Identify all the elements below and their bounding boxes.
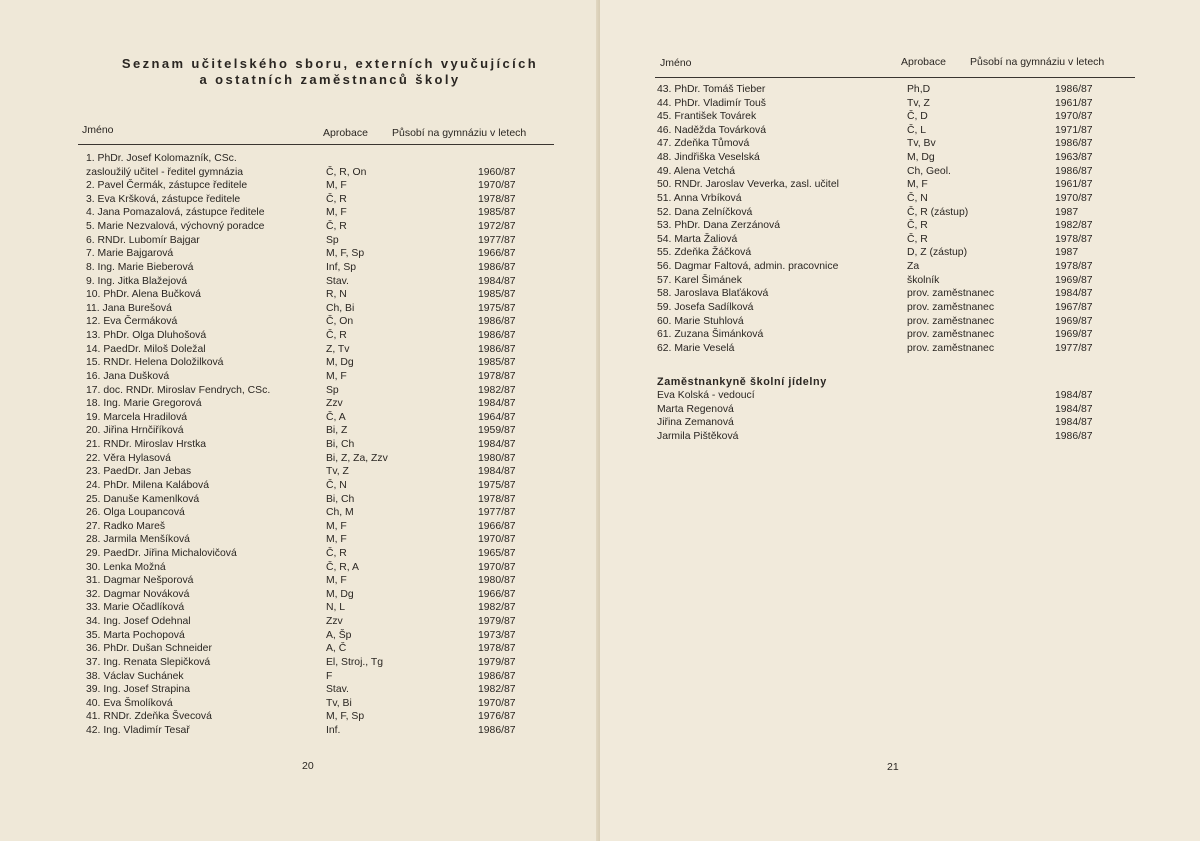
years-value: 1961/87 — [1055, 97, 1093, 109]
years-value: 1987 — [1055, 206, 1079, 218]
aprobace-value: Stav. — [326, 275, 349, 287]
staff-name: 4. Jana Pomazalová, zástupce ředitele — [86, 207, 265, 219]
table-row — [0, 370, 600, 383]
staff-name: 61. Zuzana Šimánková — [657, 329, 764, 341]
left-header-name: Jméno — [82, 124, 114, 136]
years-value: 1975/87 — [478, 302, 516, 314]
staff-name: 30. Lenka Možná — [86, 561, 166, 573]
years-value: 1975/87 — [478, 479, 516, 491]
years-value: 1965/87 — [478, 547, 516, 559]
staff-name: 2. Pavel Čermák, zástupce ředitele — [86, 180, 248, 192]
aprobace-value: Č, N — [907, 192, 928, 204]
years-value: 1979/87 — [478, 616, 516, 628]
years-value: 1984/87 — [478, 466, 516, 478]
table-row — [0, 710, 600, 723]
aprobace-value: Ch, Geol. — [907, 165, 951, 177]
aprobace-value: M, Dg — [326, 588, 354, 600]
years-value: 1973/87 — [478, 629, 516, 641]
years-value: 1980/87 — [478, 575, 516, 587]
table-row — [0, 206, 600, 219]
years-value: 1982/87 — [478, 602, 516, 614]
aprobace-value: Č, R — [326, 193, 347, 205]
years-value: 1963/87 — [1055, 152, 1093, 164]
staff-name: 18. Ing. Marie Gregorová — [86, 398, 202, 410]
aprobace-value: Č, R — [326, 221, 347, 233]
table-row — [600, 403, 1200, 416]
staff-name: 10. PhDr. Alena Bučková — [86, 289, 201, 301]
aprobace-value: El, Stroj., Tg — [326, 656, 383, 668]
aprobace-value: Zzv — [326, 398, 343, 410]
right-header-aprobace: Aprobace — [901, 56, 946, 68]
table-row — [0, 697, 600, 710]
staff-name: 5. Marie Nezvalová, výchovný poradce — [86, 221, 265, 233]
aprobace-value: Ch, M — [326, 507, 354, 519]
table-row — [0, 343, 600, 356]
years-value: 1970/87 — [1055, 111, 1093, 123]
years-value: 1972/87 — [478, 221, 516, 233]
years-value: 1984/87 — [478, 398, 516, 410]
table-row — [0, 506, 600, 519]
years-value: 1985/87 — [478, 207, 516, 219]
years-value: 1985/87 — [478, 289, 516, 301]
table-row — [0, 670, 600, 683]
aprobace-value: Bi, Z, Za, Zzv — [326, 452, 388, 464]
staff-name: 59. Josefa Sadílková — [657, 301, 754, 313]
staff-name: 45. František Továrek — [657, 111, 757, 123]
table-row — [0, 411, 600, 424]
years-value: 1977/87 — [478, 507, 516, 519]
staff-name: 53. PhDr. Dana Zerzánová — [657, 220, 781, 232]
years-value: 1970/87 — [478, 180, 516, 192]
years-value: 1982/87 — [478, 684, 516, 696]
years-value: 1970/87 — [478, 561, 516, 573]
table-row — [600, 274, 1200, 287]
staff-name: 1. PhDr. Josef Kolomazník, CSc. — [86, 153, 237, 164]
staff-name: 37. Ing. Renata Slepičková — [86, 656, 211, 668]
table-row — [0, 275, 600, 288]
years-value: 1986/87 — [478, 316, 516, 328]
staff-name: 20. Jiřina Hrnčiříková — [86, 425, 184, 437]
table-row — [600, 192, 1200, 205]
table-row — [600, 206, 1200, 219]
table-row — [600, 301, 1200, 314]
aprobace-value: M, Dg — [907, 152, 935, 164]
years-value: 1978/87 — [478, 370, 516, 382]
aprobace-value: Tv, Bv — [907, 138, 936, 150]
aprobace-value: Inf. — [326, 725, 341, 737]
staff-name: 31. Dagmar Nešporová — [86, 575, 194, 587]
staff-name: 39. Ing. Josef Strapina — [86, 684, 190, 696]
table-row — [600, 233, 1200, 246]
staff-name: 28. Jarmila Menšíková — [86, 534, 190, 546]
table-row — [0, 356, 600, 369]
aprobace-value: Ch, Bi — [326, 302, 355, 314]
aprobace-value: Ph,D — [907, 84, 931, 95]
years-value: 1970/87 — [478, 534, 516, 546]
table-row — [0, 465, 600, 478]
aprobace-value: prov. zaměstnanec — [907, 315, 995, 327]
table-row — [600, 83, 1200, 96]
table-row — [0, 561, 600, 574]
aprobace-value: M, F, Sp — [326, 711, 365, 723]
staff-name: 8. Ing. Marie Bieberová — [86, 261, 194, 273]
years-value: 1970/87 — [478, 697, 516, 709]
years-value: 1966/87 — [478, 248, 516, 260]
table-row — [0, 397, 600, 410]
table-row — [0, 547, 600, 560]
years-value: 1969/87 — [1055, 329, 1093, 341]
staff-name: 56. Dagmar Faltová, admin. pracovnice — [657, 261, 839, 273]
staff-name: 40. Eva Šmolíková — [86, 697, 173, 709]
aprobace-value: Č, R — [326, 330, 347, 342]
years-value: 1984/87 — [478, 439, 516, 451]
years-value: 1969/87 — [1055, 315, 1093, 327]
table-row — [0, 384, 600, 397]
staff-name: 26. Olga Loupancová — [86, 507, 185, 519]
staff-name: 6. RNDr. Lubomír Bajgar — [86, 234, 200, 246]
aprobace-value: Bi, Z — [326, 425, 348, 437]
staff-name: 3. Eva Kršková, zástupce ředitele — [86, 193, 241, 205]
staff-name: 47. Zdeňka Tůmová — [657, 138, 750, 150]
table-row — [600, 124, 1200, 137]
staff-name: zasloužilý učitel - ředitel gymnázia — [86, 166, 244, 178]
years-value: 1966/87 — [478, 588, 516, 600]
table-row — [0, 302, 600, 315]
staff-name: 54. Marta Žaliová — [657, 233, 738, 245]
left-header-rule — [78, 144, 554, 145]
table-row — [600, 416, 1200, 429]
left-title-line1: Seznam učitelského sboru, externích vyučujících — [121, 56, 539, 71]
table-row — [0, 179, 600, 192]
staff-name: 52. Dana Zelníčková — [657, 206, 753, 218]
staff-name: 35. Marta Pochopová — [86, 629, 185, 641]
staff-name: 43. PhDr. Tomáš Tieber — [657, 84, 766, 95]
aprobace-value: Sp — [326, 234, 339, 246]
staff-name: 14. PaedDr. Miloš Doležal — [86, 343, 206, 355]
left-page-number: 20 — [302, 760, 314, 772]
table-row — [0, 642, 600, 655]
table-row — [0, 574, 600, 587]
table-row — [600, 219, 1200, 232]
years-value: 1986/87 — [1055, 84, 1093, 95]
staff-name: 46. Naděžda Továrková — [657, 124, 766, 136]
right-header-period: Působí na gymnáziu v letech — [970, 56, 1105, 68]
aprobace-value: Č, L — [907, 124, 927, 136]
aprobace-value: Stav. — [326, 684, 349, 696]
table-row — [600, 151, 1200, 164]
table-row — [0, 438, 600, 451]
aprobace-value: M, F — [326, 520, 347, 532]
table-row — [600, 430, 1200, 443]
aprobace-value: M, F — [907, 179, 928, 191]
staff-name: 16. Jana Dušková — [86, 370, 170, 382]
years-value: 1982/87 — [1055, 220, 1093, 232]
aprobace-value: školník — [907, 274, 940, 286]
aprobace-value: Č, R, On — [326, 166, 367, 178]
aprobace-value: Inf, Sp — [326, 261, 357, 273]
years-value: 1987 — [1055, 247, 1079, 259]
aprobace-value: Č, R, A — [326, 561, 359, 573]
canteen-section-title: Zaměstnankyně školní jídelny — [657, 376, 827, 388]
years-value: 1978/87 — [478, 193, 516, 205]
staff-name: 36. PhDr. Dušan Schneider — [86, 643, 212, 655]
staff-name: 13. PhDr. Olga Dluhošová — [86, 330, 207, 342]
staff-name: Marta Regenová — [657, 403, 734, 415]
staff-name: Eva Kolská - vedoucí — [657, 390, 755, 401]
staff-name: 49. Alena Vetchá — [657, 165, 735, 177]
table-row — [600, 97, 1200, 110]
table-row — [0, 424, 600, 437]
staff-name: 17. doc. RNDr. Miroslav Fendrych, CSc. — [86, 384, 271, 396]
staff-name: 57. Karel Šimánek — [657, 274, 742, 286]
right-page — [600, 0, 1200, 841]
years-value: 1969/87 — [1055, 274, 1093, 286]
table-row — [0, 656, 600, 669]
aprobace-value: Č, R (zástup) — [907, 206, 969, 218]
aprobace-value: Č, On — [326, 316, 354, 328]
staff-name: 51. Anna Vrbíková — [657, 192, 742, 204]
years-value: 1978/87 — [1055, 233, 1093, 245]
staff-name: 24. PhDr. Milena Kalábová — [86, 479, 210, 491]
years-value: 1976/87 — [478, 711, 516, 723]
aprobace-value: Sp — [326, 384, 339, 396]
table-row — [0, 533, 600, 546]
table-row — [0, 629, 600, 642]
staff-name: 25. Danuše Kamenlková — [86, 493, 200, 505]
years-value: 1960/87 — [478, 166, 516, 178]
staff-name: 23. PaedDr. Jan Jebas — [86, 466, 192, 478]
aprobace-value: F — [326, 670, 333, 682]
years-value: 1978/87 — [1055, 261, 1093, 273]
aprobace-value: M, F — [326, 180, 347, 192]
staff-name: Jiřina Zemanová — [657, 417, 734, 429]
staff-name: 58. Jaroslava Blaťáková — [657, 288, 769, 300]
table-row — [0, 261, 600, 274]
aprobace-value: M, F — [326, 575, 347, 587]
aprobace-value: M, F — [326, 370, 347, 382]
staff-name: 15. RNDr. Helena Doložilková — [86, 357, 224, 369]
aprobace-value: Z, Tv — [326, 343, 350, 355]
table-row — [600, 178, 1200, 191]
table-row — [0, 452, 600, 465]
table-row — [0, 520, 600, 533]
staff-name: 44. PhDr. Vladimír Touš — [657, 97, 766, 109]
table-row — [0, 152, 600, 165]
staff-name: 34. Ing. Josef Odehnal — [86, 616, 191, 628]
table-row — [0, 193, 600, 206]
years-value: 1986/87 — [1055, 430, 1093, 442]
staff-name: 22. Věra Hylasová — [86, 452, 171, 464]
table-row — [0, 234, 600, 247]
aprobace-value: D, Z (zástup) — [907, 247, 968, 259]
aprobace-value: Bi, Ch — [326, 439, 355, 451]
aprobace-value: Za — [907, 261, 920, 273]
staff-name: 62. Marie Veselá — [657, 342, 735, 354]
table-row — [600, 287, 1200, 300]
years-value: 1986/87 — [478, 261, 516, 273]
aprobace-value: prov. zaměstnanec — [907, 301, 995, 313]
table-row — [0, 220, 600, 233]
table-row — [0, 493, 600, 506]
table-row — [0, 166, 600, 179]
aprobace-value: Tv, Bi — [326, 697, 352, 709]
aprobace-value: A, Č — [326, 643, 347, 655]
years-value: 1964/87 — [478, 411, 516, 423]
years-value: 1970/87 — [1055, 192, 1093, 204]
years-value: 1982/87 — [478, 384, 516, 396]
years-value: 1959/87 — [478, 425, 516, 437]
right-header-name: Jméno — [660, 57, 692, 69]
years-value: 1979/87 — [478, 656, 516, 668]
aprobace-value: A, Šp — [326, 629, 352, 641]
aprobace-value: Č, R — [907, 233, 928, 245]
years-value: 1978/87 — [478, 643, 516, 655]
aprobace-value: Č, N — [326, 479, 347, 491]
years-value: 1984/87 — [1055, 390, 1093, 401]
aprobace-value: Č, D — [907, 111, 928, 123]
years-value: 1984/87 — [478, 275, 516, 287]
years-value: 1966/87 — [478, 520, 516, 532]
aprobace-value: Č, R — [907, 220, 928, 232]
years-value: 1986/87 — [478, 343, 516, 355]
aprobace-value: R, N — [326, 289, 347, 301]
table-row — [0, 588, 600, 601]
table-row — [0, 288, 600, 301]
years-value: 1986/87 — [1055, 165, 1093, 177]
left-title-line2: a ostatních zaměstnanců školy — [199, 72, 461, 87]
aprobace-value: prov. zaměstnanec — [907, 342, 995, 354]
staff-name: 21. RNDr. Miroslav Hrstka — [86, 439, 207, 451]
staff-name: 50. RNDr. Jaroslav Veverka, zasl. učitel — [657, 179, 839, 191]
table-row — [0, 247, 600, 260]
left-header-aprobace: Aprobace — [323, 127, 368, 139]
staff-name: 48. Jindřiška Veselská — [657, 152, 760, 164]
staff-name: 42. Ing. Vladimír Tesař — [86, 725, 190, 737]
staff-name: 41. RNDr. Zdeňka Švecová — [86, 711, 212, 723]
years-value: 1986/87 — [478, 330, 516, 342]
aprobace-value: Č, A — [326, 411, 346, 423]
years-value: 1967/87 — [1055, 301, 1093, 313]
years-value: 1986/87 — [1055, 138, 1093, 150]
table-row — [0, 724, 600, 737]
staff-name: 11. Jana Burešová — [86, 302, 172, 314]
table-row — [600, 110, 1200, 123]
years-value: 1984/87 — [1055, 403, 1093, 415]
table-row — [600, 315, 1200, 328]
aprobace-value: M, F, Sp — [326, 248, 365, 260]
aprobace-value: prov. zaměstnanec — [907, 329, 995, 341]
aprobace-value: M, F — [326, 534, 347, 546]
years-value: 1986/87 — [478, 725, 516, 737]
right-header-rule — [655, 77, 1135, 78]
staff-name: 7. Marie Bajgarová — [86, 248, 174, 260]
aprobace-value: Tv, Z — [907, 97, 930, 109]
staff-name: Jarmila Pištěková — [657, 430, 739, 442]
staff-name: 33. Marie Očadlíková — [86, 602, 185, 614]
table-row — [0, 615, 600, 628]
years-value: 1978/87 — [478, 493, 516, 505]
table-row — [0, 479, 600, 492]
aprobace-value: prov. zaměstnanec — [907, 288, 995, 300]
table-row — [0, 601, 600, 614]
table-row — [0, 329, 600, 342]
table-row — [600, 328, 1200, 341]
staff-name: 55. Zdeňka Žáčková — [657, 247, 752, 259]
years-value: 1984/87 — [1055, 417, 1093, 429]
table-row — [600, 342, 1200, 355]
aprobace-value: M, F — [326, 207, 347, 219]
staff-name: 19. Marcela Hradilová — [86, 411, 188, 423]
staff-name: 9. Ing. Jitka Blažejová — [86, 275, 188, 287]
aprobace-value: Bi, Ch — [326, 493, 355, 505]
staff-name: 32. Dagmar Nováková — [86, 588, 190, 600]
years-value: 1971/87 — [1055, 124, 1093, 136]
aprobace-value: Tv, Z — [326, 466, 349, 478]
aprobace-value: Zzv — [326, 616, 343, 628]
table-row — [600, 246, 1200, 259]
aprobace-value: M, Dg — [326, 357, 354, 369]
table-row — [0, 683, 600, 696]
aprobace-value: N, L — [326, 602, 346, 614]
years-value: 1961/87 — [1055, 179, 1093, 191]
years-value: 1977/87 — [1055, 342, 1093, 354]
table-row — [600, 137, 1200, 150]
years-value: 1985/87 — [478, 357, 516, 369]
years-value: 1980/87 — [478, 452, 516, 464]
aprobace-value: Č, R — [326, 547, 347, 559]
table-row — [600, 389, 1200, 402]
years-value: 1977/87 — [478, 234, 516, 246]
years-value: 1986/87 — [478, 670, 516, 682]
staff-name: 27. Radko Mareš — [86, 520, 166, 532]
table-row — [0, 315, 600, 328]
years-value: 1984/87 — [1055, 288, 1093, 300]
staff-name: 60. Marie Stuhlová — [657, 315, 744, 327]
staff-name: 38. Václav Suchánek — [86, 670, 184, 682]
left-header-period: Působí na gymnáziu v letech — [392, 127, 527, 139]
table-row — [600, 165, 1200, 178]
staff-name: 29. PaedDr. Jiřina Michalovičová — [86, 547, 237, 559]
right-page-number: 21 — [887, 761, 899, 773]
staff-name: 12. Eva Čermáková — [86, 316, 178, 328]
table-row — [600, 260, 1200, 273]
